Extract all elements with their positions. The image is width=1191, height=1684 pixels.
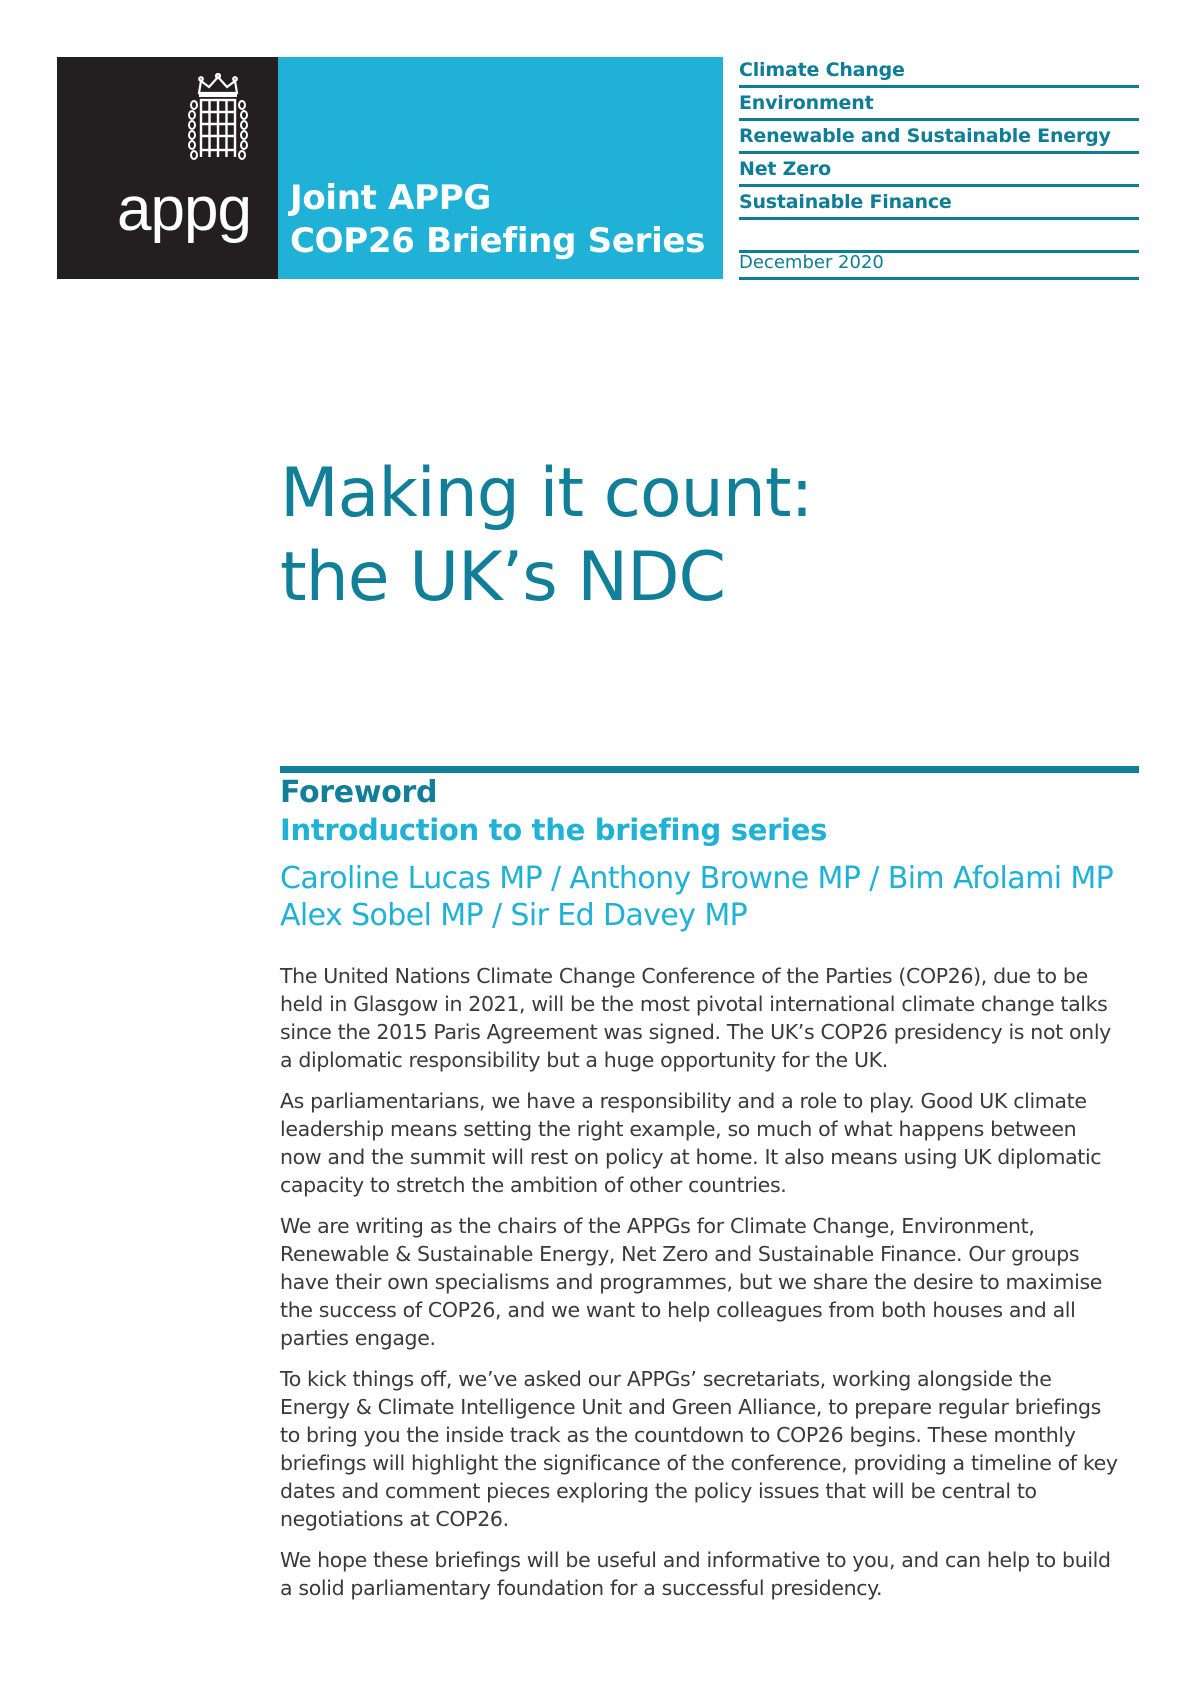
paragraph <box>280 1365 1160 1533</box>
text-line: parties engage. <box>280 1326 436 1350</box>
foreword-body <box>280 962 1160 1615</box>
text-line: We hope these briefings will be useful and informative to you, and can help to build <box>280 1548 1111 1572</box>
topic-list <box>739 57 1139 255</box>
topic-item: Renewable and Sustainable Energy <box>739 123 1139 154</box>
appg-logo <box>57 57 278 279</box>
topic-item: Sustainable Finance <box>739 189 1139 220</box>
foreword-heading: Foreword <box>280 775 438 810</box>
text-line: negotiations at COP26. <box>280 1507 509 1531</box>
text-line: leadership means setting the right example, so much of what happens between <box>280 1117 1077 1141</box>
paragraph <box>280 962 1160 1074</box>
text-line: The United Nations Climate Change Conference of the Parties (COP26), due to be <box>280 964 1088 988</box>
text-line: Energy & Climate Intelligence Unit and Green Alliance, to prepare regular briefings <box>280 1395 1101 1419</box>
text-line: held in Glasgow in 2021, will be the most pivotal international climate change talks <box>280 992 1108 1016</box>
text-line: Renewable & Sustainable Energy, Net Zero and Sustainable Finance. Our groups <box>280 1242 1080 1266</box>
series-banner <box>278 57 723 279</box>
text-line: We are writing as the chairs of the APPGs for Climate Change, Environment, <box>280 1214 1035 1238</box>
topic-item: Net Zero <box>739 156 1139 187</box>
series-title <box>290 177 705 263</box>
text-line: to bring you the inside track as the countdown to COP26 begins. These monthly <box>280 1423 1076 1447</box>
text-line: briefings will highlight the significance of the conference, providing a timeline of key <box>280 1451 1118 1475</box>
paragraph <box>280 1546 1160 1602</box>
series-title-line: COP26 Briefing Series <box>290 221 706 261</box>
text-line: have their own specialisms and programmes, but we share the desire to maximise <box>280 1270 1103 1294</box>
text-line: now and the summit will rest on policy at home. It also means using UK diplomatic <box>280 1145 1102 1169</box>
text-line: As parliamentarians, we have a responsibility and a role to play. Good UK climate <box>280 1089 1087 1113</box>
publication-date: December 2020 <box>739 251 1139 280</box>
page-title-line: the UK’s NDC <box>280 538 725 617</box>
logo-wordmark: appg <box>117 175 251 244</box>
text-line: To kick things off, we’ve asked our APPGs’ secretariats, working alongside the <box>280 1367 1052 1391</box>
page-title-line: Making it count: <box>280 454 813 533</box>
author-list <box>280 860 1160 934</box>
paragraph <box>280 1212 1160 1352</box>
text-line: capacity to stretch the ambition of other countries. <box>280 1173 787 1197</box>
paragraph <box>280 1087 1160 1199</box>
topic-item: Climate Change <box>739 57 1139 88</box>
topic-item: Environment <box>739 90 1139 121</box>
portcullis-icon <box>187 73 249 161</box>
author-line: Caroline Lucas MP / Anthony Browne MP / Bim Afolami MP <box>280 861 1114 896</box>
text-line: since the 2015 Paris Agreement was signed. The UK’s COP26 presidency is not only <box>280 1020 1111 1044</box>
text-line: a solid parliamentary foundation for a successful presidency. <box>280 1576 883 1600</box>
section-divider <box>280 766 1139 773</box>
text-line: the success of COP26, and we want to help colleagues from both houses and all <box>280 1298 1076 1322</box>
text-line: a diplomatic responsibility but a huge opportunity for the UK. <box>280 1048 888 1072</box>
author-line: Alex Sobel MP / Sir Ed Davey MP <box>280 898 748 933</box>
foreword-subheading: Introduction to the briefing series <box>280 813 828 847</box>
series-title-line: Joint APPG <box>290 178 492 218</box>
topic-divider <box>739 222 1139 253</box>
text-line: dates and comment pieces exploring the policy issues that will be central to <box>280 1479 1037 1503</box>
page-title <box>280 452 812 620</box>
